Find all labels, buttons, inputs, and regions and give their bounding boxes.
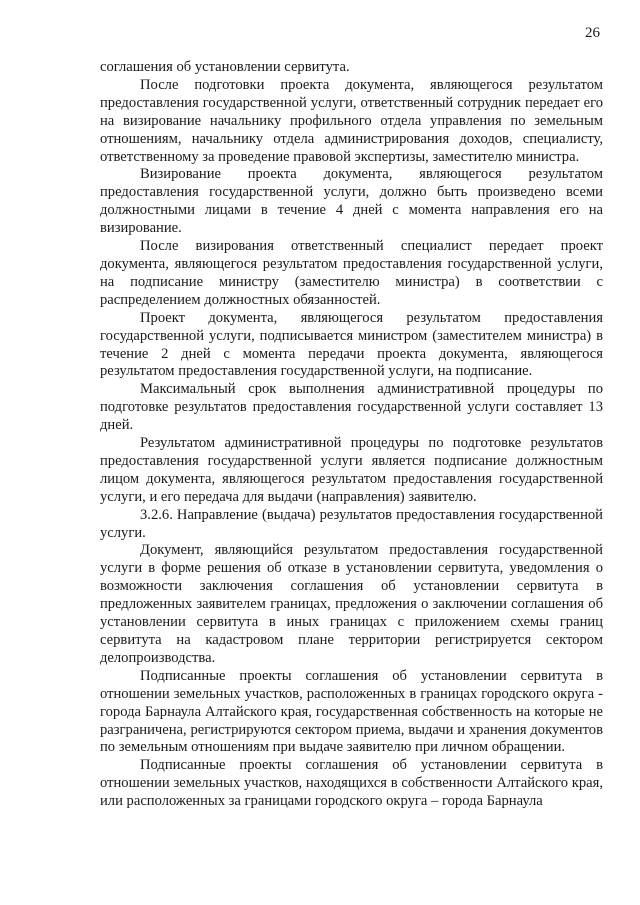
- paragraph-approval-routing: После подготовки проекта документа, являющегося результатом предоставления государственной услуги, ответственный сотрудник передает его на визирование начальнику профильного отдела управления по земельным отношениям, начальнику отдела администрирования доходов, специалисту, ответственному за проведение правовой экспертизы, заместителю министра.: [100, 76, 603, 165]
- page-number: 26: [585, 25, 600, 41]
- paragraph-procedure-result: Результатом административной процедуры по подготовке результатов предоставления государственной услуги является подписание должностным лицом документа, являющегося результатом предоставления государственной услуги, и его передача для выдачи (направления) заявителю.: [100, 435, 603, 505]
- paragraph-document-registration: Документ, являющийся результатом предоставления государственной услуги в форме решения об отказе в установлении сервитута, уведомления о возможности заключения соглашения об установлении сервитута в предложенных заявителем границах, предложения о заключении соглашения об установлении сервитута в иных границах с приложением схемы границ сервитута на кадастровом плане территории регистрируется сектором делопроизводства.: [100, 542, 603, 666]
- paragraph-signed-agreements-city: Подписанные проекты соглашения об установлении сервитута в отношении земельных участков, расположенных в границах городского округа - города Барнаула Алтайского края, государственная собственность на которые не разграничена, регистрируются сектором приема, выдачи и хранения документов по земельным отношениям при выдаче заявителю при личном обращении.: [100, 667, 603, 756]
- document-body: [100, 59, 603, 811]
- paragraph-continuation: соглашения об установлении сервитута.: [100, 59, 350, 75]
- paragraph-signing-deadline: Проект документа, являющегося результатом предоставления государственной услуги, подписывается министром (заместителем министра) в течение 2 дней с момента передачи проекта документа, являющегося результатом предоставления государственной услуги, на подписание.: [100, 309, 603, 380]
- paragraph-signed-agreements-region: Подписанные проекты соглашения об установлении сервитута в отношении земельных участков, находящихся в собственности Алтайского края, или расположенных за границами городского округа – города Барнаула: [100, 757, 603, 810]
- section-heading-3-2-6: 3.2.6. Направление (выдача) результатов предоставления государственной услуги.: [100, 506, 603, 541]
- paragraph-max-duration: Максимальный срок выполнения административной процедуры по подготовке результатов предоставления государственной услуги составляет 13 дней.: [100, 381, 603, 434]
- paragraph-signing-transfer: После визирования ответственный специалист передает проект документа, являющегося результатом предоставления государственной услуги, на подписание министру (заместителю министра) в соответствии с распределением должностных обязанностей.: [100, 238, 603, 308]
- paragraph-approval-deadline: Визирование проекта документа, являющегося результатом предоставления государственной услуги, должно быть произведено всеми должностными лицами в течение 4 дней с момента направления его на визирование.: [100, 166, 603, 237]
